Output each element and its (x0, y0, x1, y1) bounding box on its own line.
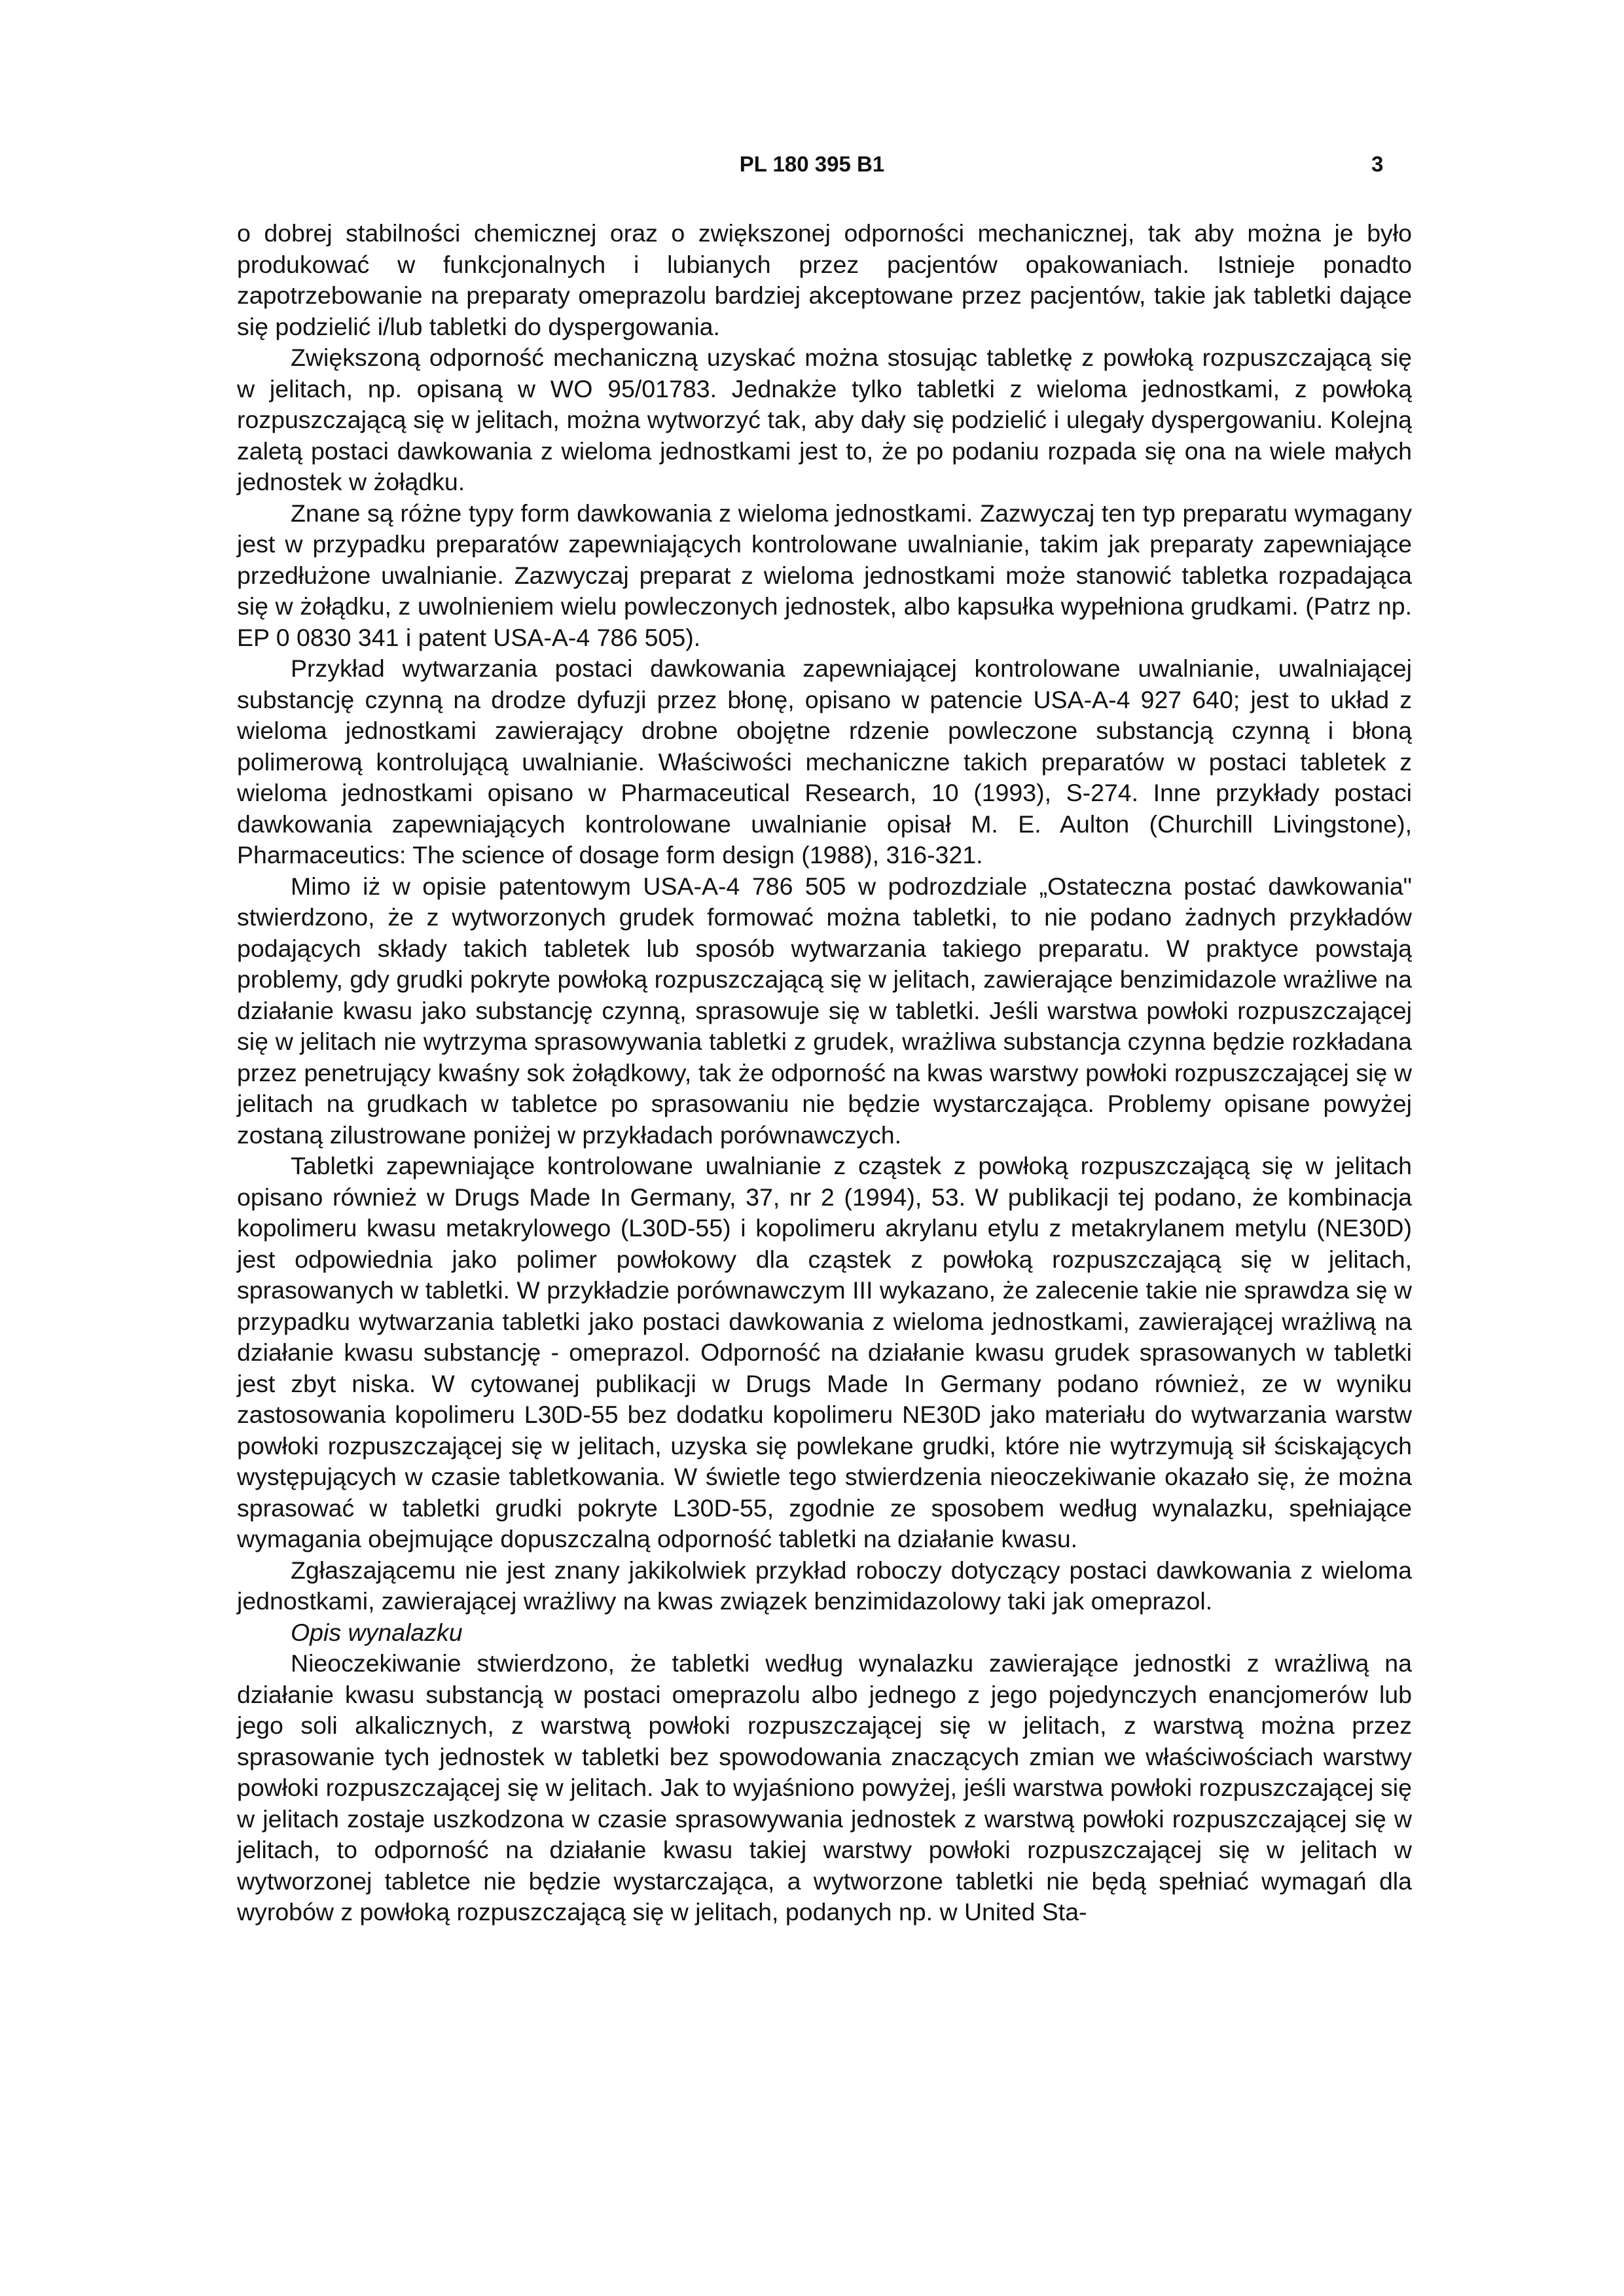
paragraph-2: Zwiększoną odporność mechaniczną uzyskać można stosując tabletkę z powłoką rozpuszczającą się w jelitach, np. opisaną w WO 95/01783. Jednakże tylko tabletki z wieloma jednostkami, z powłoką rozpuszczającą się w jelitach, można wytworzyć tak, aby dały się podzielić i ulegały dyspergowaniu. Kolejną zaletą postaci dawkowania z wieloma jednostkami jest to, że po podaniu rozpada się ona na wiele małych jednostek w żołądku. (237, 344, 1412, 495)
page-number: 3 (1371, 152, 1384, 176)
paragraph-4: Przykład wytwarzania postaci dawkowania zapewniającej kontrolowane uwalnianie, uwalniającej substancję czynną na drodze dyfuzji przez błonę, opisano w patencie USA-A-4 927 640; jest to układ z wieloma jednostkami zawierający drobne obojętne rdzenie powleczone substancją czynną i błoną polimerową kontrolującą uwalnianie. Właściwości mechaniczne takich preparatów w postaci tabletek z wieloma jednostkami opisano w Pharmaceutical Research, 10 (1993), S-274. Inne przykłady postaci dawkowania zapewniających kontrolowane uwalnianie opisał M. E. Aulton (Churchill Livingstone), Pharmaceutics: The science of dosage form design (1988), 316-321. (237, 655, 1412, 869)
paragraph-7: Zgłaszającemu nie jest znany jakikolwiek przykład roboczy dotyczący postaci dawkowania z wieloma jednostkami, zawierającej wrażliwy na kwas związek benzimidazolowy taki jak omeprazol. (237, 1556, 1412, 1615)
document-id: PL 180 395 B1 (739, 152, 885, 176)
paragraph-8: Nieoczekiwanie stwierdzono, że tabletki według wynalazku zawierające jednostki z wrażliwą na działanie kwasu substancją w postaci omeprazolu albo jednego z jego pojedynczych enancjomerów lub jego soli alkalicznych, z warstwą powłoki rozpuszczającej się w jelitach, z warstwą można przez sprasowanie tych jednostek w tabletki bez spowodowania znaczących zmian we właściwościach warstwy powłoki rozpuszczającej się w jelitach. Jak to wyjaśniono powyżej, jeśli warstwa powłoki rozpuszczającej się w jelitach zostaje uszkodzona w czasie sprasowywania jednostek z warstwą powłoki rozpuszczającej się w jelitach, to odporność na działanie kwasu takiej warstwy powłoki rozpuszczającej się w jelitach w wytworzonej tabletce nie będzie wystarczająca, a wytworzone tabletki nie będą spełniać wymagań dla wyrobów z powłoką rozpuszczającą się w jelitach, podanych np. w United Sta- (237, 1649, 1412, 1926)
paragraph-5: Mimo iż w opisie patentowym USA-A-4 786 505 w podrozdziale „Ostateczna postać dawkowania" stwierdzono, że z wytworzonych grudek formować można tabletki, to nie podano żadnych przykładów podających składy takich tabletek lub sposób wytwarzania takiego preparatu. W praktyce powstają problemy, gdy grudki pokryte powłoką rozpuszczającą się w jelitach, zawierające benzimidazole wrażliwe na działanie kwasu jako substancję czynną, sprasowuje się w tabletki. Jeśli warstwa powłoki rozpuszczającej się w jelitach nie wytrzyma sprasowywania tabletki z grudek, wrażliwa substancja czynna będzie rozkładana przez penetrujący kwaśny sok żołądkowy, tak że odporność na kwas warstwy powłoki rozpuszczającej się w jelitach na grudkach w tabletce po sprasowaniu nie będzie wystarczająca. Problemy opisane powyżej zostaną zilustrowane poniżej w przykładach porównawczych. (237, 872, 1412, 1149)
section-heading: Opis wynalazku (291, 1618, 463, 1646)
paragraph-3: Znane są różne typy form dawkowania z wieloma jednostkami. Zazwyczaj ten typ preparatu wymagany jest w przypadku preparatów zapewniających kontrolowane uwalnianie, takim jak preparaty zapewniające przedłużone uwalnianie. Zazwyczaj preparat z wieloma jednostkami może stanowić tabletka rozpadająca się w żołądku, z uwolnieniem wielu powleczonych jednostek, albo kapsułka wypełniona grudkami. (Patrz np. EP 0 0830 341 i patent USA-A-4 786 505). (237, 499, 1412, 651)
body-text (237, 218, 1412, 1928)
paragraph-1: o dobrej stabilności chemicznej oraz o zwiększonej odporności mechanicznej, tak aby można je było produkować w funkcjonalnych i lubianych przez pacjentów opakowaniach. Istnieje ponadto zapotrzebowanie na preparaty omeprazolu bardziej akceptowane przez pacjentów, takie jak tabletki dające się podzielić i/lub tabletki do dyspergowania. (237, 219, 1412, 340)
paragraph-6: Tabletki zapewniające kontrolowane uwalnianie z cząstek z powłoką rozpuszczającą się w jelitach opisano również w Drugs Made In Germany, 37, nr 2 (1994), 53. W publikacji tej podano, że kombinacja kopolimeru kwasu metakrylowego (L30D-55) i kopolimeru akrylanu etylu z metakrylanem metylu (NE30D) jest odpowiednia jako polimer powłokowy dla cząstek z powłoką rozpuszczającą się w jelitach, sprasowanych w tabletki. W przykładzie porównawczym III wykazano, że zalecenie takie nie sprawdza się w przypadku wytwarzania tabletki jako postaci dawkowania z wieloma jednostkami, zawierającej wrażliwą na działanie kwasu substancję - omeprazol. Odporność na działanie kwasu grudek sprasowanych w tabletki jest zbyt niska. W cytowanej publikacji w Drugs Made In Germany podano również, ze w wyniku zastosowania kopolimeru L30D-55 bez dodatku kopolimeru NE30D jako materiału do wytwarzania warstw powłoki rozpuszczającej się w jelitach, uzyska się powlekane grudki, które nie wytrzymują sił ściskających występujących w czasie tabletkowania. W świetle tego stwierdzenia nieoczekiwanie okazało się, że można sprasować w tabletki grudki pokryte L30D-55, zgodnie ze sposobem według wynalazku, spełniające wymagania obejmujące dopuszczalną odporność tabletki na działanie kwasu. (237, 1152, 1412, 1552)
page-header (0, 148, 1624, 181)
